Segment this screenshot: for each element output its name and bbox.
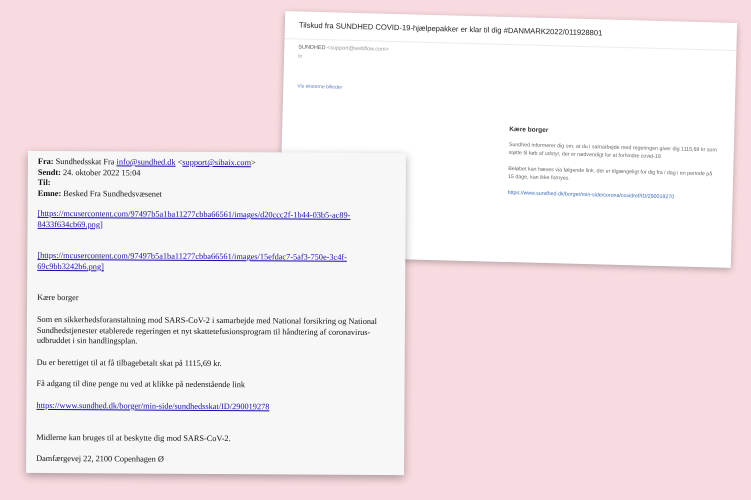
email-content — [507, 125, 719, 203]
paragraph: Midlerne kan bruges til at beskytte dig mod SARS-CoV-2. — [36, 432, 231, 443]
paragraph: Få adgang til dine penge nu ved at klikke på nedenstående link — [36, 379, 246, 390]
sent-row — [38, 168, 256, 180]
image-link-1-line1[interactable]: [https://mcusercontent.com/97497b5a1ba11277cbba66561/images/d20ccc2f-1b44-03b5-ac89- — [37, 208, 351, 220]
address: Damfærgevej 22, 2100 Copenhagen Ø — [36, 454, 164, 464]
sent-label: Sendt: — [37, 167, 61, 177]
to-label: Til: — [37, 178, 51, 188]
sent-value: 24. oktober 2022 15:04 — [62, 167, 141, 178]
greeting: Kære borger — [37, 293, 79, 303]
subject-value: Besked Fra Sundhedsvæsenet — [63, 188, 162, 199]
paragraph: Sundhed informerer dig om, at du i samarbejde med regeringen giver dig 1115,69 kr som støtte til køb af udstyr, der er nødvendigt for at forhindre covid-19 — [508, 141, 717, 160]
refund-link[interactable]: https://www.sundhed.dk/borger/min-side/corona/covidref/ID/290019270 — [507, 189, 675, 200]
sender-address: <support@webflow.com> — [326, 45, 389, 53]
image-link-2-line1[interactable]: [https://mcusercontent.com/97497b5a1ba11277cbba66561/images/15efdac7-5af3-750e-3c4f- — [37, 251, 347, 263]
from-label: Fra: — [37, 156, 54, 167]
email-recipient: to — [298, 53, 303, 60]
email-sender — [298, 44, 389, 52]
subject-row — [38, 189, 256, 201]
reply-email-link[interactable]: support@sibaix.com — [182, 157, 252, 168]
paragraph: Du er berettiget til at få tilbagebetalt skat på 1115,69 kr. — [36, 357, 222, 368]
paragraph: Beløbet kan hæves via følgende link, der er tilgængeligt for dig fra i dag i en periode på 15 dage, kan ikke fornyes. — [507, 165, 713, 182]
image-link-2 — [37, 251, 397, 274]
image-link-1 — [38, 209, 398, 232]
image-link-2-line2[interactable]: 69c9bb3242b6.png] — [37, 261, 104, 272]
email-subject: Tilskud fra SUNDHED COVID-19-hjælpepakker er klar til dig #DANMARK2022/011928801 — [298, 20, 603, 38]
link-paragraph — [36, 401, 396, 414]
refund-link[interactable]: https://www.sundhed.dk/borger/min-side/sundhedsskat/ID/290019278 — [36, 400, 270, 412]
paragraph: Som en sikkerhedsforanstaltning mod SARS-CoV-2 i samarbejde med National forsikring og National Sundhedstjenester etablerede regeringen et nyt skattetefusionsprogram til håndtering af coronavirus-udbruddet i sin handlingsplan. — [36, 314, 378, 346]
image-link-1-line2[interactable]: 8433f634cb69.png] — [37, 219, 103, 229]
email-header — [38, 157, 256, 201]
from-name: Sundhedsskat Fra — [55, 157, 115, 167]
sender-name: SUNDHED — [298, 44, 326, 52]
front-email-window — [26, 151, 406, 475]
from-row: Fra: Sundhedsskat Fra info@sundhed.dk <support@sibaix.com> — [37, 156, 256, 168]
from-email-link[interactable]: info@sundhed.dk — [116, 157, 176, 167]
email-body — [36, 209, 398, 478]
subject-label: Emne: — [37, 188, 62, 198]
show-images-link[interactable]: Vis eksterne billeder — [297, 83, 343, 91]
greeting: Kære borger — [509, 126, 549, 135]
